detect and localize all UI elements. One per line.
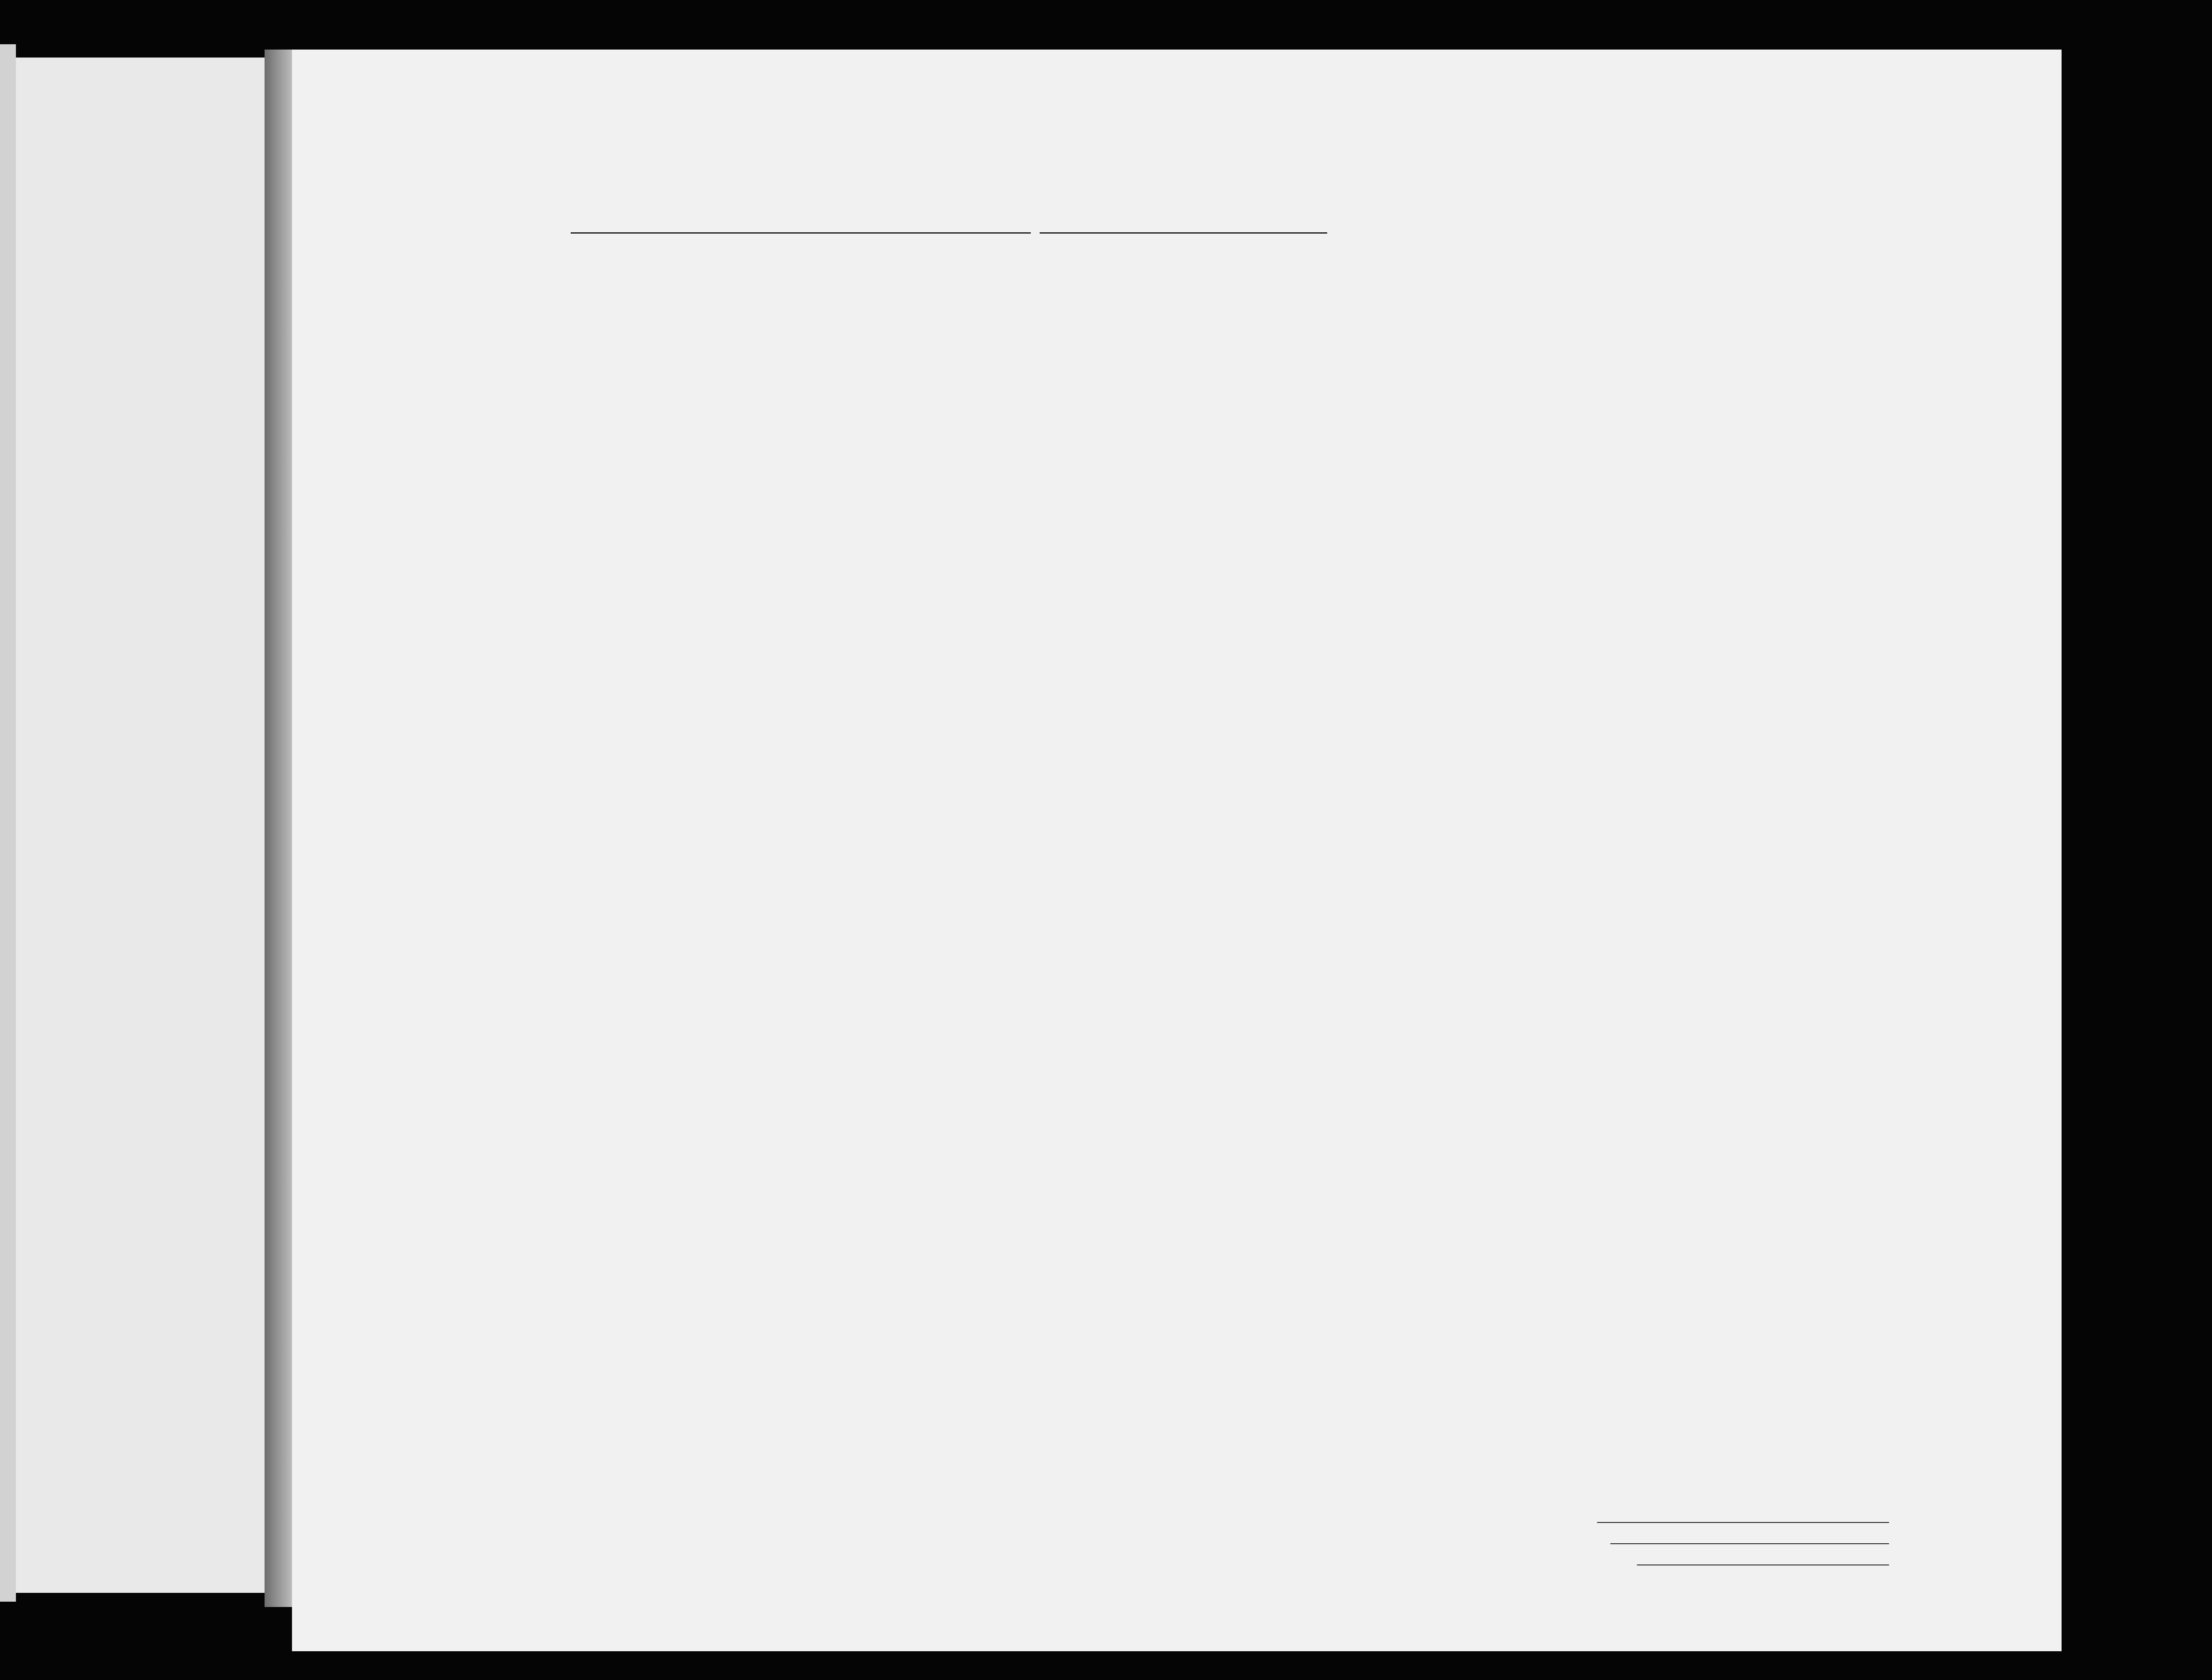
port-underline bbox=[571, 232, 1031, 234]
left-page-edge bbox=[0, 44, 16, 1602]
left-page bbox=[16, 58, 290, 1593]
date-underline bbox=[1040, 232, 1327, 234]
owners-underline bbox=[1610, 1543, 1889, 1544]
line-underline bbox=[1597, 1522, 1889, 1523]
manifest-sheet bbox=[292, 50, 2062, 1651]
